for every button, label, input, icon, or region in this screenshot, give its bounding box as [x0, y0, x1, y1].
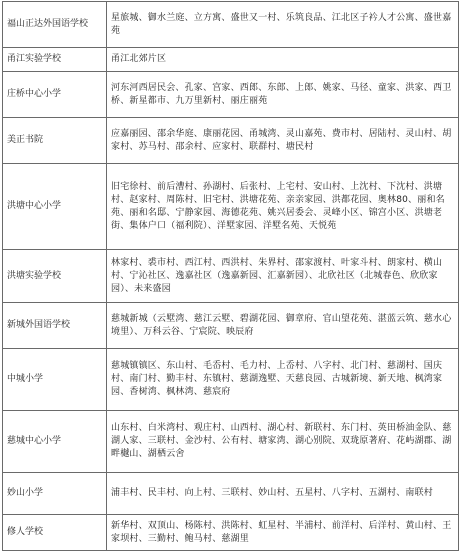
table-row	[3, 411, 459, 473]
school-name-cell: 修人学校	[3, 515, 107, 551]
table-row	[3, 164, 459, 250]
district-area-cell: 林家村、裘市村、西江村、西洪村、朱界村、邵家渡村、叶家斗村、朗家村、横山村、宁沁社区、逸嘉社区（逸嘉新园、汇嘉新园）、北欣社区（北城春色、欣欣家园）、未来盛园	[107, 250, 459, 303]
school-name-cell: 福山正达外国语学校	[3, 2, 107, 48]
table-row	[3, 72, 459, 118]
school-name-cell: 洪塘实验学校	[3, 250, 107, 303]
table-row	[3, 48, 459, 72]
table-row	[3, 349, 459, 411]
school-name-cell: 慈城中心小学	[3, 411, 107, 473]
district-area-cell: 浦丰村、民丰村、向上村、三联村、妙山村、五星村、八字村、五湖村、南联村	[107, 473, 459, 515]
district-area-cell: 慈城新城（云墅湾、慈江云墅、碧湖花园、御章府、官山望花苑、湛蓝云筑、慈水心境里）、万科云谷、宁宸院、映辰府	[107, 303, 459, 349]
school-name-cell: 洪塘中心小学	[3, 164, 107, 250]
district-area-cell: 山东村、白米湾村、观庄村、山西村、湖心村、新联村、东门村、英田桥油金队、慈湖人家、三联村、金沙村、公有村、塘家湾、湖心别院、双珑原著府、花屿湖郡、湖畔樾山、湖栖云舍	[107, 411, 459, 473]
district-area-cell: 应嘉丽园、邵余华庭、康丽花园、甬城湾、灵山嘉苑、费市村、居陆村、灵山村、胡家村、苏马村、邵余村、应家村、联群村、塘民村	[107, 118, 459, 164]
district-area-cell: 星旅城、御水兰庭、立方寓、盛世又一村、乐筑良品、江北区子衿人才公寓、盛世嘉苑	[107, 2, 459, 48]
district-area-cell: 慈城镇镇区、东山村、毛岙村、毛力村、上岙村、八字村、北门村、慈湖村、国庆村、南门村、勤丰村、东镇村、慈湖逸墅、天慈良园、古城新境、新天地、枫湾家园、香树湾、枫林湾、慈宸府	[107, 349, 459, 411]
school-name-cell: 甬江实验学校	[3, 48, 107, 72]
district-area-cell: 新华村、双顶山、杨陈村、洪陈村、虹星村、半浦村、前洋村、后洋村、黄山村、王家坝村、三勤村、鲍马村、慈湖里	[107, 515, 459, 551]
table-row	[3, 515, 459, 551]
school-name-cell: 妙山小学	[3, 473, 107, 515]
table-row	[3, 118, 459, 164]
district-area-cell: 甬江北郊片区	[107, 48, 459, 72]
table-row	[3, 303, 459, 349]
school-district-table	[2, 1, 459, 551]
table-row	[3, 473, 459, 515]
district-area-cell: 河东河西居民会、孔家、宫家、西郎、东郎、上郎、姚家、马径、童家、洪家、西卫桥、新星都市、九万里新村、丽庄丽苑	[107, 72, 459, 118]
school-name-cell: 中城小学	[3, 349, 107, 411]
district-area-cell: 旧宅徐村、前后漕村、孙湖村、后张村、上宅村、安山村、上沈村、下沈村、洪塘村、赵家村、周陈村、旧宅村、洪塘花苑、亲亲家园、洪都花园、奥林80、丽和名苑、丽和名邸、宁静家园、海德花苑、姚兴居委会、灵峰小区、锦宫小区、洪塘老街、集体户口（福利院）、洋墅家园、洋墅名苑、天悦苑	[107, 164, 459, 250]
school-name-cell: 美正书院	[3, 118, 107, 164]
table-row	[3, 250, 459, 303]
table-row	[3, 2, 459, 48]
school-name-cell: 庄桥中心小学	[3, 72, 107, 118]
school-name-cell: 新城外国语学校	[3, 303, 107, 349]
